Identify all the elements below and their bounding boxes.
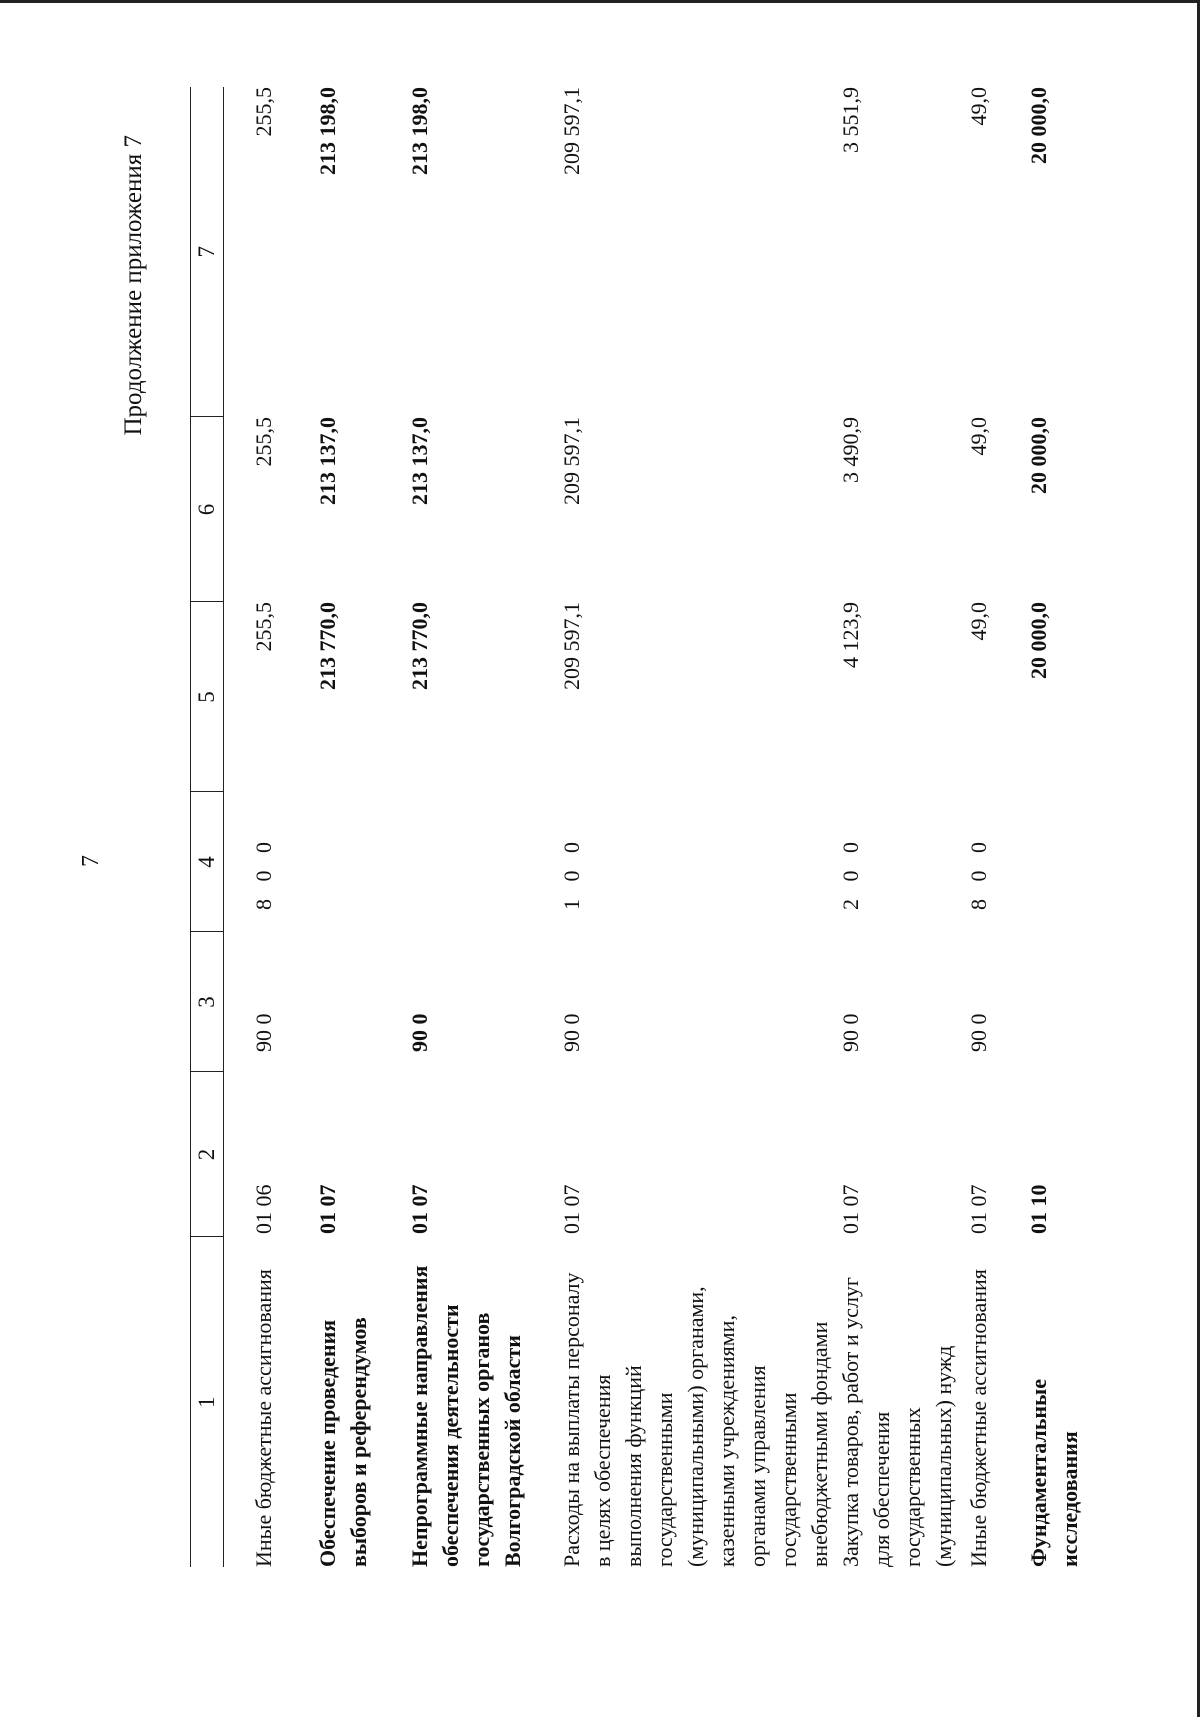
row-amount-2: 213 137,0: [406, 417, 432, 505]
row-amount-1: 213 770,0: [314, 602, 340, 690]
row-amount-2: 20 000,0: [1025, 417, 1051, 494]
row-target-code: [1023, 932, 1085, 1072]
header-row: [191, 87, 224, 1567]
row-expense-type: [1023, 792, 1085, 932]
row-amount-2: 209 597,1: [558, 417, 584, 505]
row-name: Закупка товаров, работ и услуг для обеспечения государственных (муниципальных) нужд: [837, 1277, 956, 1567]
row-section-code: 01 07: [965, 1184, 991, 1234]
col-header-6: 6: [191, 417, 224, 602]
table-row: [963, 87, 1023, 1567]
row-amount-3: 213 198,0: [314, 87, 340, 175]
row-target-code: 90 0: [837, 1013, 863, 1052]
row-amount-2: 255,5: [250, 417, 276, 467]
row-amount-2: 213 137,0: [314, 417, 340, 505]
table-row: [312, 87, 404, 1567]
row-amount-1: 209 597,1: [558, 602, 584, 690]
row-amount-3: 213 198,0: [406, 87, 432, 175]
row-amount-1: 255,5: [250, 602, 276, 652]
row-name: Иные бюджетные ассигнования: [250, 1269, 276, 1567]
row-section-code: 01 07: [558, 1184, 584, 1234]
col-header-1: 1: [191, 1237, 224, 1567]
row-section-code: 01 07: [406, 1184, 432, 1234]
row-amount-3: 209 597,1: [558, 87, 584, 175]
row-name: Обеспечение проведения выборов и референдумов: [314, 1317, 371, 1567]
col-header-2: 2: [191, 1072, 224, 1237]
row-amount-3: 20 000,0: [1025, 87, 1051, 164]
row-section-code: 01 07: [837, 1184, 863, 1234]
row-expense-type: 8 0 0: [250, 836, 276, 910]
row-target-code: 90 0: [558, 1013, 584, 1052]
row-amount-3: 49,0: [965, 87, 991, 126]
row-name: Иные бюджетные ассигнования: [965, 1269, 991, 1567]
row-expense-type: 1 0 0: [558, 836, 584, 910]
row-target-code: 90 0: [250, 1013, 276, 1052]
continuation-label: Продолжение приложения 7: [120, 135, 147, 436]
table-row: [404, 87, 556, 1567]
row-name: Непрограммные направления обеспечения деятельности государственных органов Волгоградской области: [406, 1265, 525, 1567]
row-expense-type: [404, 792, 556, 932]
row-name: Фундаментальные исследования: [1025, 1379, 1082, 1567]
row-amount-1: 20 000,0: [1025, 602, 1051, 679]
col-header-4: 4: [191, 792, 224, 932]
row-amount-1: 4 123,9: [837, 602, 863, 668]
table-row: [835, 87, 963, 1567]
row-amount-2: 49,0: [965, 417, 991, 456]
row-expense-type: [312, 792, 404, 932]
budget-table: [190, 87, 1085, 1567]
row-target-code: 90 0: [965, 1013, 991, 1052]
col-header-3: 3: [191, 932, 224, 1072]
row-expense-type: 8 0 0: [965, 836, 991, 910]
row-amount-3: 3 551,9: [837, 87, 863, 153]
table-row: [1023, 87, 1085, 1567]
row-amount-1: 213 770,0: [406, 602, 432, 690]
table-row: [556, 87, 835, 1567]
page-number: 7: [78, 855, 104, 867]
row-expense-type: 2 0 0: [837, 836, 863, 910]
row-amount-3: 255,5: [250, 87, 276, 137]
row-name: Расходы на выплаты персоналу в целях обеспечения выполнения функций государственными (муниципальными) органами, казенными учреждениями, органами управления государственными внебюджетными фондами: [558, 1272, 832, 1567]
row-amount-1: 49,0: [965, 602, 991, 641]
table-row: [248, 87, 312, 1567]
col-header-7: 7: [191, 87, 224, 417]
row-section-code: 01 10: [1025, 1184, 1051, 1234]
row-section-code: 01 06: [250, 1184, 276, 1234]
row-target-code: [312, 932, 404, 1072]
col-header-5: 5: [191, 602, 224, 792]
row-section-code: 01 07: [314, 1184, 340, 1234]
row-amount-2: 3 490,9: [837, 417, 863, 483]
row-target-code: 90 0: [406, 1013, 432, 1052]
